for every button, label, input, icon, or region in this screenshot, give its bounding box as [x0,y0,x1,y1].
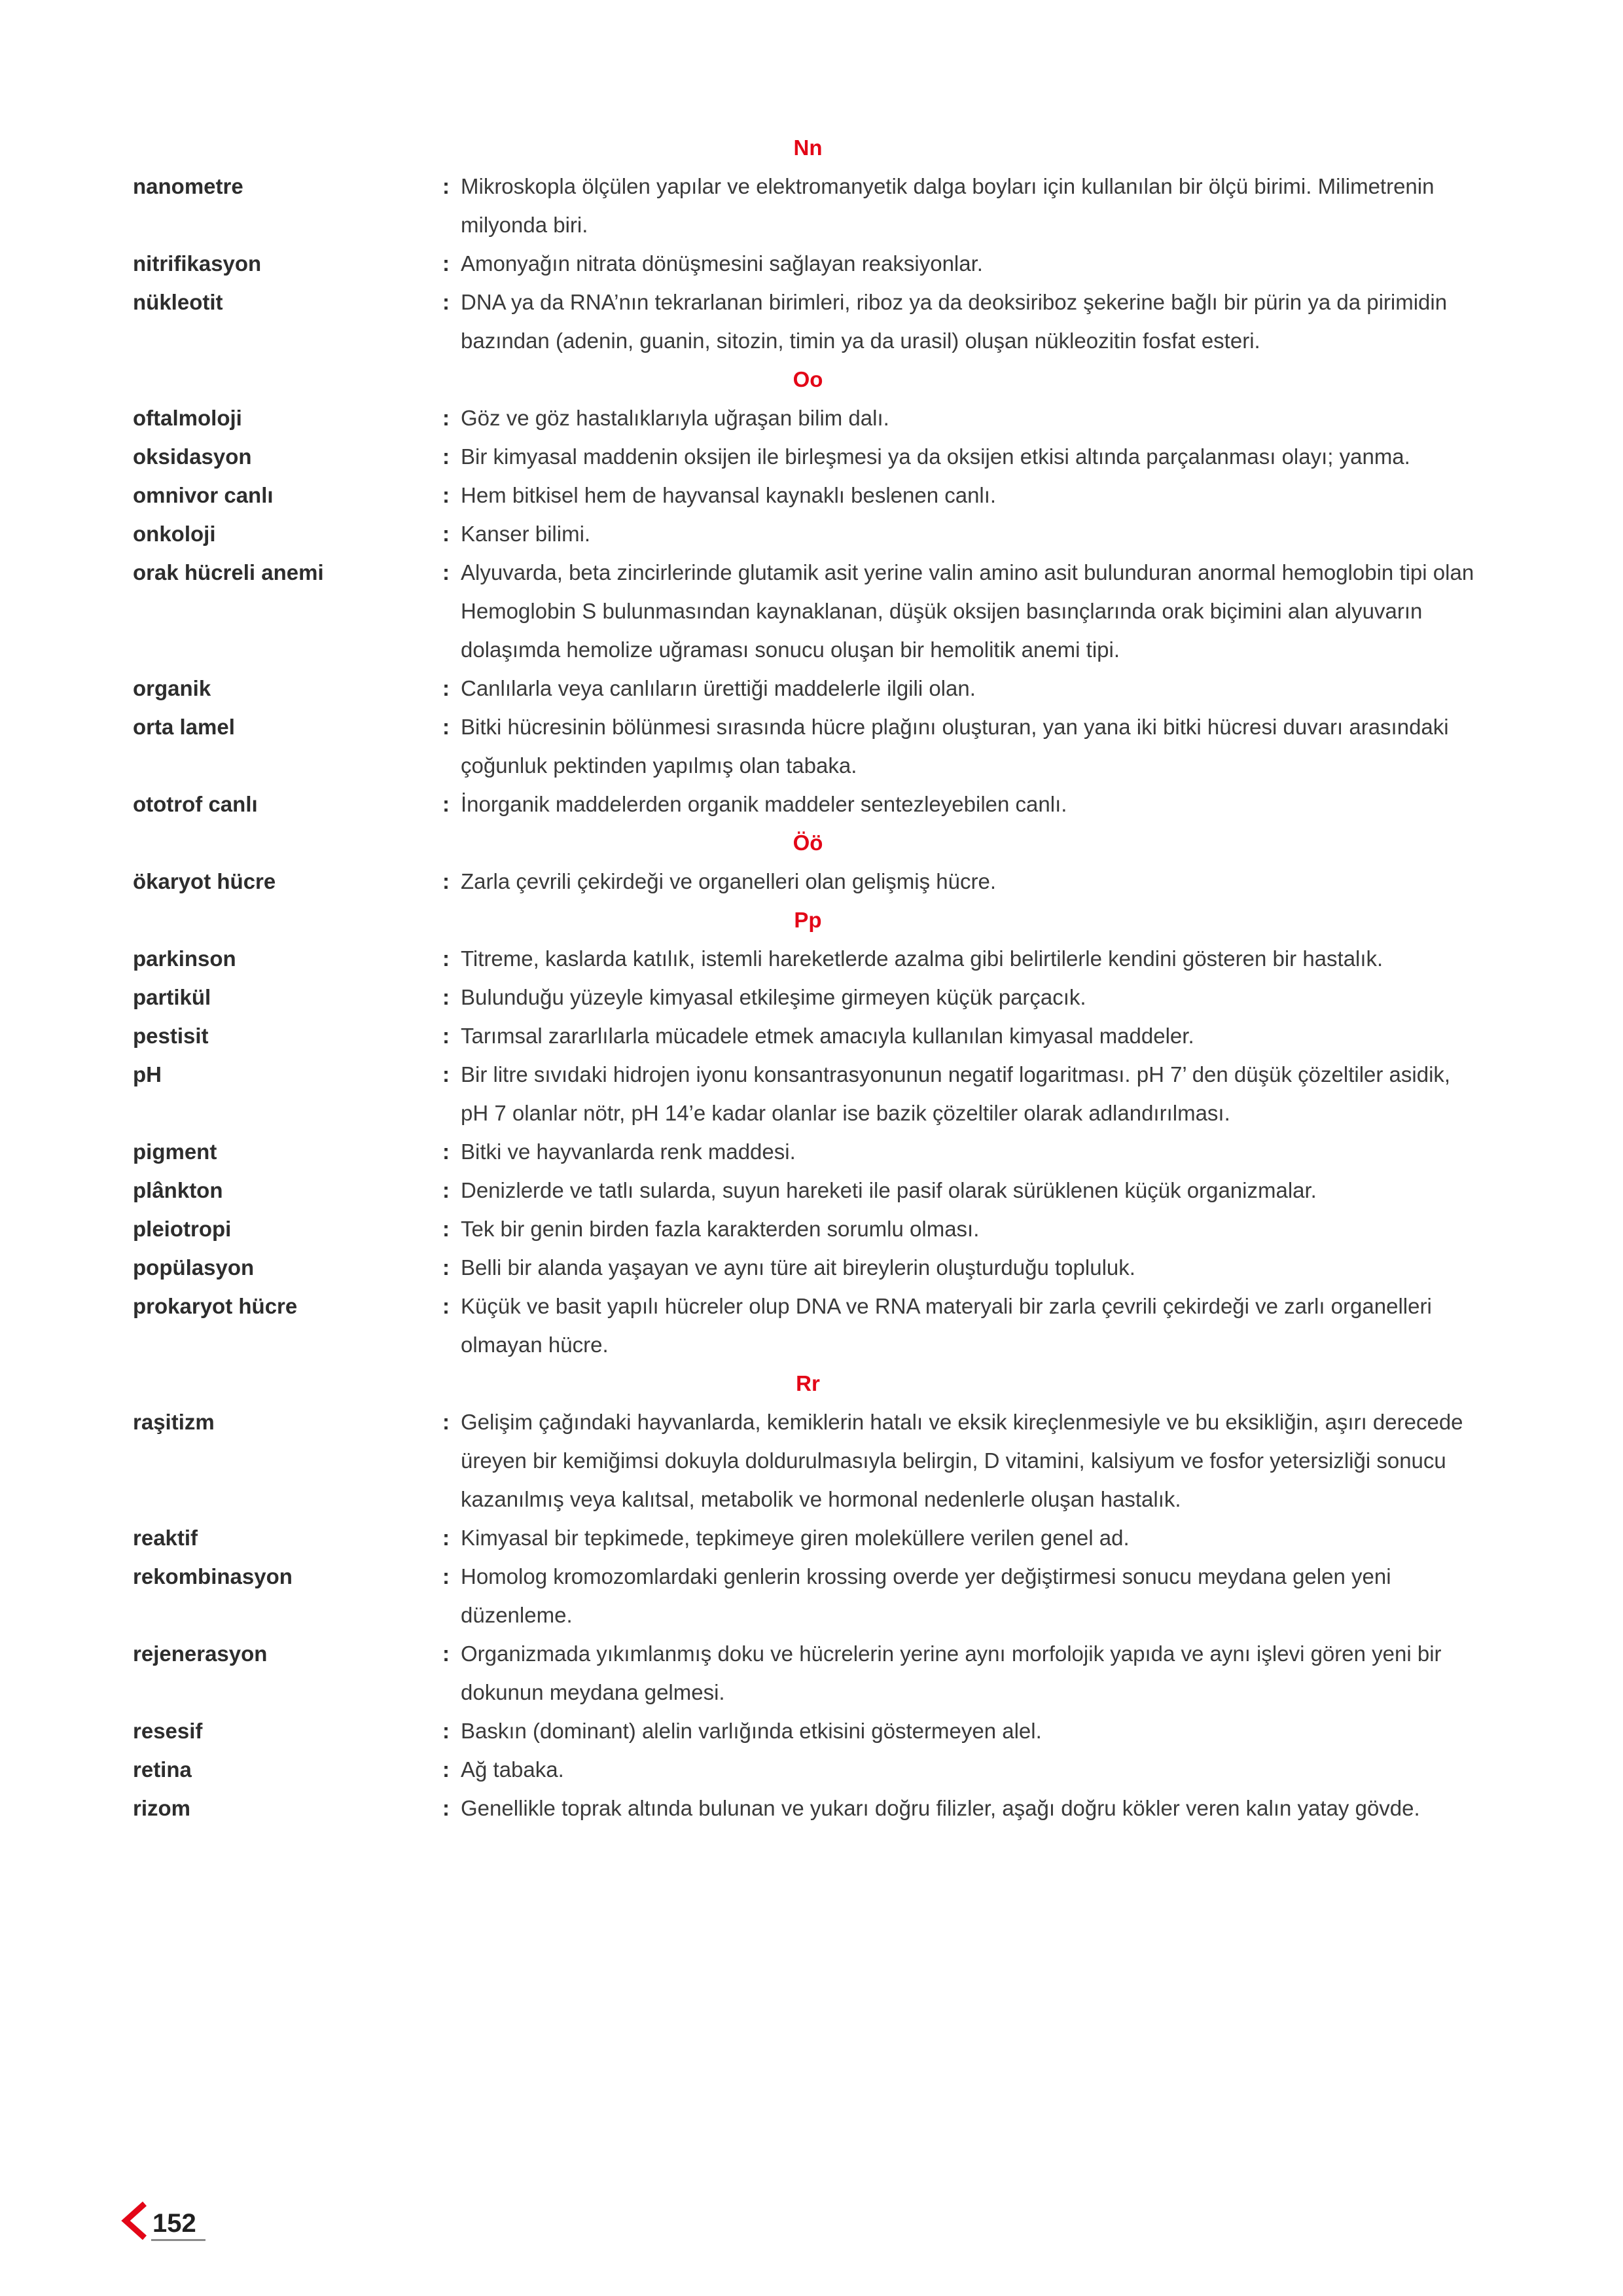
definition-colon: : [442,869,450,893]
definition-colon: : [442,1526,450,1550]
entry-definition-block [442,1634,1483,1712]
glossary-entry [133,1287,1483,1364]
page-number: 152 [152,2209,196,2238]
section-letter-header: Nn [793,135,823,160]
definition-colon: : [442,1217,450,1241]
entry-definition-block [442,1171,1483,1210]
definition-colon: : [442,1294,450,1318]
definition-colon: : [442,1139,450,1164]
entry-definition-block [442,1712,1483,1750]
entry-definition: Tek bir genin birden fazla karakterden sorumlu olması. [461,1217,980,1241]
entry-definition-block [442,708,1483,785]
definition-colon: : [442,174,450,198]
entry-definition-block [442,669,1483,708]
entry-term: pestisit [133,1024,209,1048]
section-letter-header: Pp [794,908,822,932]
glossary-entry [133,1132,1483,1171]
section-letter-header: Oo [793,367,823,391]
entry-definition-block [442,978,1483,1016]
glossary-entry [133,785,1483,823]
definition-colon: : [442,290,450,314]
entry-definition: Kanser bilimi. [461,522,591,546]
entry-term: oftalmoloji [133,406,242,430]
entry-definition: Bir litre sıvıdaki hidrojen iyonu konsantrasyonunun negatif logaritması. pH 7’ den düşük çözeltiler asidik, pH 7 olanlar nötr, pH 14’e kadar olanlar ise bazik çözeltiler olarak adlandırılması. [461,1062,1451,1125]
entry-definition: Mikroskopla ölçülen yapılar ve elektromanyetik dalga boyları için kullanılan bir ölçü birimi. Milimetrenin milyonda biri. [461,174,1435,237]
entry-term: rekombinasyon [133,1564,293,1588]
glossary-entry [133,1016,1483,1055]
entry-definition-block [442,1287,1483,1364]
glossary-entry [133,1634,1483,1712]
definition-colon: : [442,1255,450,1280]
entry-definition-block [442,437,1483,476]
entry-definition: Bir kimyasal maddenin oksijen ile birleşmesi ya da oksijen etkisi altında parçalanması olayı; yanma. [461,444,1410,469]
entry-definition: İnorganik maddelerden organik maddeler sentezleyebilen canlı. [461,792,1067,816]
entry-definition-block [442,399,1483,437]
entry-term: onkoloji [133,522,216,546]
definition-colon: : [442,1796,450,1820]
entry-definition: Hem bitkisel hem de hayvansal kaynaklı beslenen canlı. [461,483,997,507]
entry-definition-block [442,244,1483,283]
glossary-entry [133,476,1483,514]
entry-definition: Denizlerde ve tatlı sularda, suyun hareketi ile pasif olarak sürüklenen küçük organizmalar. [461,1178,1317,1202]
entry-definition-block [442,1016,1483,1055]
entry-term: ökaryot hücre [133,869,276,893]
page-footer [120,2200,205,2241]
glossary-entry [133,514,1483,553]
definition-colon: : [442,444,450,469]
entry-definition: DNA ya da RNA’nın tekrarlanan birimleri, riboz ya da deoksiriboz şekerine bağlı bir pürin ya da pirimidin bazından (adenin, guanin, sitozin, timin ya da urasil) oluşan nükleozitin fosfat esteri. [461,290,1448,353]
entry-term: retina [133,1757,192,1782]
entry-definition: Küçük ve basit yapılı hücreler olup DNA ve RNA materyali bir zarla çevrili çekirdeği ve zarlı organelleri olmayan hücre. [461,1294,1432,1357]
definition-colon: : [442,560,450,584]
entry-definition: Genellikle toprak altında bulunan ve yukarı doğru filizler, aşağı doğru kökler veren kalın yatay gövde. [461,1796,1420,1820]
entry-term: nitrifikasyon [133,251,262,276]
entry-definition-block [442,1557,1483,1634]
entry-term: nanometre [133,174,243,198]
entry-term: parkinson [133,946,236,971]
entry-term: raşitizm [133,1410,215,1434]
entry-definition-block [442,514,1483,553]
entry-definition: Baskın (dominant) alelin varlığında etkisini göstermeyen alel. [461,1719,1042,1743]
glossary-entry [133,399,1483,437]
entry-definition-block [442,283,1483,360]
glossary-entry [133,669,1483,708]
entry-definition: Bitki hücresinin bölünmesi sırasında hücre plağını oluşturan, yan yana iki bitki hücresi duvarı arasındaki çoğunluk pektinden yapılmış olan tabaka. [461,715,1449,778]
entry-definition: Belli bir alanda yaşayan ve aynı türe ait bireylerin oluşturduğu topluluk. [461,1255,1135,1280]
entry-definition: Bitki ve hayvanlarda renk maddesi. [461,1139,796,1164]
definition-colon: : [442,792,450,816]
definition-colon: : [442,1564,450,1588]
glossary-entry [133,978,1483,1016]
glossary-entry [133,1750,1483,1789]
entry-definition-block [442,1403,1483,1518]
entry-definition: Kimyasal bir tepkimede, tepkimeye giren moleküllere verilen genel ad. [461,1526,1130,1550]
definition-colon: : [442,1062,450,1086]
glossary-entry [133,553,1483,669]
glossary-entry [133,1248,1483,1287]
section-letter-header: Öö [793,831,823,855]
page-number-underline [151,2210,205,2241]
entry-definition: Tarımsal zararlılarla mücadele etmek amacıyla kullanılan kimyasal maddeler. [461,1024,1194,1048]
definition-colon: : [442,1178,450,1202]
glossary-entry [133,708,1483,785]
definition-colon: : [442,715,450,739]
glossary-entry [133,1518,1483,1557]
entry-term: rejenerasyon [133,1641,268,1666]
entry-term: orta lamel [133,715,235,739]
glossary-entry [133,1557,1483,1634]
entry-term: ototrof canlı [133,792,258,816]
glossary-entry [133,1210,1483,1248]
entry-term: organik [133,676,211,700]
glossary-entry [133,862,1483,901]
definition-colon: : [442,1757,450,1782]
entry-definition-block [442,1132,1483,1171]
definition-colon: : [442,251,450,276]
page-corner-chevron-icon [120,2200,149,2241]
entry-definition: Canlılarla veya canlıların ürettiği maddelerle ilgili olan. [461,676,976,700]
entry-definition-block [442,1248,1483,1287]
entry-definition: Göz ve göz hastalıklarıyla uğraşan bilim dalı. [461,406,889,430]
entry-definition-block [442,785,1483,823]
entry-term: pH [133,1062,162,1086]
entry-definition-block [442,939,1483,978]
entry-definition-block [442,1789,1483,1827]
entry-definition-block [442,862,1483,901]
glossary-entry [133,939,1483,978]
definition-colon: : [442,946,450,971]
definition-colon: : [442,406,450,430]
entry-term: pigment [133,1139,217,1164]
entry-term: omnivor canlı [133,483,274,507]
entry-definition-block [442,553,1483,669]
entry-definition: Homolog kromozomlardaki genlerin krossing overde yer değiştirmesi sonucu meydana gelen yeni düzenleme. [461,1564,1391,1627]
entry-definition-block [442,167,1483,244]
definition-colon: : [442,1641,450,1666]
glossary-entry [133,283,1483,360]
entry-term: resesif [133,1719,203,1743]
entry-term: oksidasyon [133,444,252,469]
entry-definition-block [442,1518,1483,1557]
entry-definition: Organizmada yıkımlanmış doku ve hücrelerin yerine aynı morfolojik yapıda ve aynı işlevi gören yeni bir dokunun meydana gelmesi. [461,1641,1442,1704]
entry-definition: Ağ tabaka. [461,1757,564,1782]
entry-term: reaktif [133,1526,198,1550]
definition-colon: : [442,985,450,1009]
entry-definition: Titreme, kaslarda katılık, istemli hareketlerde azalma gibi belirtilerle kendini gösteren bir hastalık. [461,946,1383,971]
entry-definition-block [442,1750,1483,1789]
entry-definition: Bulunduğu yüzeyle kimyasal etkileşime girmeyen küçük parçacık. [461,985,1086,1009]
glossary-entry [133,1171,1483,1210]
entry-definition: Alyuvarda, beta zincirlerinde glutamik asit yerine valin amino asit bulunduran anormal hemoglobin tipi olan Hemoglobin S bulunmasından kaynaklanan, düşük oksijen basınçlarında orak biçimini alan alyuvarın dolaşımda hemolize uğraması sonucu oluşan bir hemolitik anemi tipi. [461,560,1474,662]
entry-definition: Gelişim çağındaki hayvanlarda, kemiklerin hatalı ve eksik kireçlenmesiyle ve bu eksikliğin, aşırı derecede üreyen bir kemiğimsi dokuyla doldurulmasıyla belirgin, D vitamini, kalsiyum ve fosfor yetersizliği sonucu kazanılmış veya kalıtsal, metabolik ve hormonal nedenlerle oluşan hastalık. [461,1410,1463,1511]
definition-colon: : [442,483,450,507]
entry-definition: Zarla çevrili çekirdeği ve organelleri olan gelişmiş hücre. [461,869,997,893]
glossary-entry [133,1403,1483,1518]
entry-term: partikül [133,985,211,1009]
entry-term: rizom [133,1796,191,1820]
definition-colon: : [442,1024,450,1048]
entry-term: prokaryot hücre [133,1294,298,1318]
entry-definition-block [442,1210,1483,1248]
entry-definition-block [442,1055,1483,1132]
glossary-entry [133,1712,1483,1750]
definition-colon: : [442,522,450,546]
entry-definition: Amonyağın nitrata dönüşmesini sağlayan reaksiyonlar. [461,251,983,276]
glossary-entry [133,1789,1483,1827]
glossary-entry [133,1055,1483,1132]
entry-term: orak hücreli anemi [133,560,324,584]
section-letter-header: Rr [796,1371,820,1395]
entry-term: nükleotit [133,290,223,314]
glossary-entry [133,167,1483,244]
entry-term: popülasyon [133,1255,255,1280]
entry-term: pleiotropi [133,1217,232,1241]
entry-definition-block [442,476,1483,514]
definition-colon: : [442,676,450,700]
definition-colon: : [442,1410,450,1434]
glossary-entry [133,244,1483,283]
glossary-list [133,128,1483,1827]
entry-term: plânkton [133,1178,223,1202]
definition-colon: : [442,1719,450,1743]
glossary-entry [133,437,1483,476]
